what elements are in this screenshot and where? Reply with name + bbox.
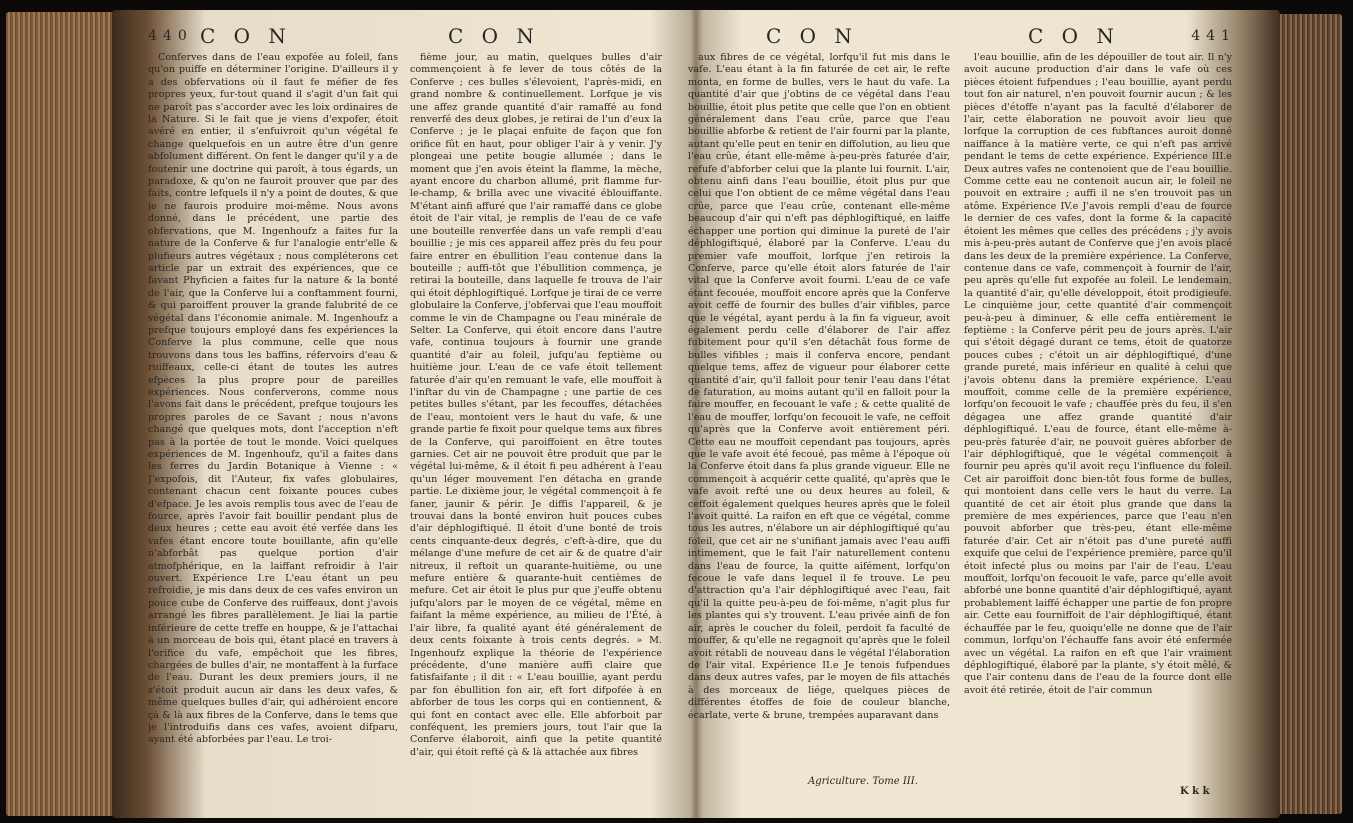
signature-mark: K k k [1180, 786, 1210, 797]
right-page [688, 24, 1236, 800]
right-page-column-1 [688, 52, 950, 792]
page-number-left: 440 [148, 28, 193, 44]
head-word-left-2: C O N [448, 24, 540, 48]
book-edge-left [6, 12, 118, 816]
running-head-left [148, 24, 668, 48]
page-number-right: 441 [1191, 28, 1236, 44]
left-page [148, 24, 668, 800]
head-word-right-2: C O N [1028, 24, 1120, 48]
footer-volume-title: Agriculture. Tome III. [808, 776, 918, 787]
left-page-column-2 [410, 52, 662, 792]
text-block: fième jour, au matin, quelques bulles d'air commençoient à fe lever de tous côtés de la Conferve ; ces bulles s'élevoient, l'après-midi, en grand nombre & continuellement. Lorfque je vis une affez grande quantité d'air ramaffé au fond renverfé des deux globes, je retirai de l'un d'eux la Conferve ; je le plaçai enfuite de façon que fon orifice fût en haut, pour obliger l'air à y venir. J'y plongeai une petite bougie allumée ; dans le moment que j'en avois éteint la flamme, la mèche, ayant encore du charbon allumé, prit flamme fur-le-champ, & brilla avec une vivacité éblouiffante. M'étant ainfi affuré que l'air ramaffé dans ce globe étoit de l'air vital, je remplis de l'eau de ce vafe une bouteille renverfée dans un vafe rempli d'eau bouillie ; je mis ces appareil affez près du feu pour faire entrer en ébullition l'eau contenue dans la bouteille ; auffi-tôt que l'ébullition commença, je retirai la bouteille, dans laquelle fe trouva de l'air qui étoit déphlogiftiqué. Lorfque je tirai de ce verre globulaire la Conferve, j'obfervai que l'eau mouffoit comme le vin de Champagne ou l'eau minérale de Selter. La Conferve, qui étoit encore dans l'autre vafe, continua toujours à fournir une grande quantité d'air au foleil, jufqu'au feptième ou huitième jour. L'eau de ce vafe étoit tellement faturée d'air qu'en remuant le vafe, elle mouffoit à l'inftar du vin de Champagne ; une partie de ces petites bulles s'étant, par les fecouffes, détachées de l'eau, montoient vers le haut du vafe, & une grande partie fe fixoit pour quelque tems aux fibres de la Conferve, qui paroiffoient en être toutes garnies. Cet air ne pouvoit être produit que par le végétal lui-même, & il étoit fi peu adhérent à l'eau qu'un léger mouvement l'en détacha en grande partie. Le dixième jour, le végétal commençoit à fe faner, jaunir & périr. Je diffis l'appareil, & je trouvai dans la bonté environ huit pouces cubes d'air déphlogiftiqué. Il étoit d'une bonté de trois cents cinquante-deux degrés, c'eft-à-dire, que du mélange d'une mefure de cet air & de quatre d'air nitreux, il reftoit un quarante-huitième, ou une mefure entière & quarante-huit centièmes de mefure. Cet air étoit le plus pur que j'euffe obtenu jufqu'alors par le moyen de ce végétal, même en faifant la même expérience, au milieu de l'Été, à l'air libre, fa qualité ayant été généralement de deux cents foixante à trois cents degrés. » M. Ingenhoufz explique la théorie de l'expérience précédente, d'une manière auffi claire que fatisfaifante ; il dit : « L'eau bouillie, ayant perdu par fon ébullition fon air, eft fort difpofée à en abforber de tous les corps qui en contiennent, & qui font en contact avec elle. Elle abforboit par conféquent, les premiers jours, tout l'air que la Conferve élaboroit, ainfi que la petite quantité d'air, qui étoit refté çà & là attachée aux fibres [410, 52, 662, 758]
book-edge-right [1278, 14, 1342, 814]
right-page-column-2 [964, 52, 1232, 792]
head-word-left-1: C O N [200, 24, 292, 48]
text-block: l'eau bouillie, afin de les dépouiller de tout air. Il n'y avoit aucune production d'air dans le vafe où ces pièces étoient fufpendues ; l'eau bouillie, ayant perdu tout fon air naturel, n'en pouvoit fournir aucun ; & les pièces d'étoffe n'ayant pas la faculté d'élaborer de l'air, cette élaboration ne pouvoit avoir lieu que lorfque la corruption de ces fubftances auroit donné naiffance à la matière verte, ce qui n'eft pas arrivé pendant le tems de cette expérience. Expérience III.e Deux autres vafes ne contenoient que de l'eau bouillie. Comme cette eau ne contenoit aucun air, le foleil ne pouvoit en extraire ; auffi il ne s'en trouvoit pas un atôme. Expérience IV.e J'avois rempli d'eau de fource le dernier de ces vafes, dont la forme & la capacité étoient les mêmes que celles des précédens ; j'y avois mis à-peu-près autant de Conferve que j'en avois placé dans les deux de la première expérience. La Conferve, contenue dans ce vafe, commençoit à fournir de l'air, peu après qu'elle fut expofée au foleil. Le lendemain, la quantité d'air, qu'elle développoit, étoit prodigieufe. Le cinquième jour, cette quantité d'air commençoit peu-à-peu à diminuer, & elle ceffa entièrement le feptième : la Conferve périt peu de jours après. L'air qui s'étoit dégagé durant ce tems, étoit de quatorze pouces cubes ; c'étoit un air déphlogiftiqué, d'une grande pureté, mais inférieur en qualité à celui que j'avois obtenu dans la première expérience. L'eau mouffoit, comme celle de la première expérience, lorfqu'on fecouoit le vafe ; chauffée près du feu, il s'en dégagea une affez grande quantité d'air déphlogiftiqué. L'eau de fource, étant elle-même à-peu-près faturée d'air, ne pouvoit guères abforber de l'air déphlogiftiqué, que le végétal commençoit à fournir peu après qu'il avoit reçu l'influence du foleil. Cet air paroiffoit donc bien-tôt fous forme de bulles, qui montoient dans celle vers le haut du verre. La quantité de cet air étoit plus grande que dans la première de mes expériences, parce que l'eau n'en pouvoit abforber que très-peu, étant elle-même faturée d'air. Cet air n'étoit pas d'une pureté auffi exquife que celui de l'expérience première, parce qu'il étoit infecté plus ou moins par l'air de l'eau. L'eau mouffoit, lorfqu'on fecouoit le vafe, parce qu'elle avoit abforbé une bonne quantité d'air déphlogiftiqué, ayant probablement laiffé échapper une partie de fon propre air. Cette eau fourniffoit de l'air déphlogiftiqué, étant échauffée par le feu, quoiqu'elle ne donne que de l'air commun, lorfqu'on l'échauffe fans avoir été enfermée avec un végétal. La raifon en eft que l'air vraiment déphlogiftiqué, élaboré par la plante, s'y étoit mêlé, & que l'air contenu dans de l'eau de la fource dont elle avoit été retirée, étoit de l'air commun [964, 52, 1232, 696]
left-page-column-1 [148, 52, 398, 792]
running-head-right [688, 24, 1236, 48]
text-block: aux fibres de ce végétal, lorfqu'il fut mis dans le vafe. L'eau étant à la fin faturée de cet air, le refte monta, en forme de bulles, vers le haut du vafe. La quantité d'air que j'obtins de ce végétal dans l'eau bouillie, étoit plus petite que celle que l'on en obtient généralement dans l'eau crûe, parce que l'eau bouillie abforbe & retient de l'air fourni par la plante, autant qu'elle peut en tenir en diffolution, au lieu que l'eau crûe, étant elle-même à-peu-près faturée d'air, refufe d'abforber celui que la plante lui fournit. L'air, obtenu ainfi dans l'eau bouillie, étoit plus pur que celui que l'on obtient de ce même végétal dans l'eau crûe, parce que l'eau crûe, contenant elle-même beaucoup d'air qui n'eft pas déphlogiftiqué, en laiffe échapper une portion qui diminue la pureté de l'air déphlogiftiqué, élaboré par la Conferve. L'eau du premier vafe mouffoit, lorfque j'en retirois la Conferve, parce qu'elle étoit alors faturée de l'air vital que la Conferve avoit fourni. L'eau de ce vafe étant fecouée, mouffoit encore après que la Conferve avoit ceffé de fournir des bulles d'air vifibles, parce que le végétal, ayant perdu à la fin fa vigueur, avoit également perdu celle d'élaborer de l'air affez fubitement pour qu'il s'en détachât fous forme de bulles vifibles ; mais il conferva encore, pendant quelque tems, affez de vigueur pour élaborer cette quantité d'air, qu'il falloit pour tenir l'eau dans l'état de faturation, au moins autant qu'il en falloit pour la faire mouffer, en fecouant le vafe ; & cette qualité de l'eau de mouffer, lorfqu'on fecouoit le vafe, ne ceffoit qu'après que la Conferve avoit entièrement péri. Cette eau ne mouffoit cependant pas toujours, après que le vafe avoit été fecoué, pas même à l'époque où la Conferve étoit dans fa plus grande vigueur. Elle ne commençoit à acquérir cette qualité, qu'après que le vafe avoit refté une ou deux heures au foleil, & ceffoit également quelques heures après que le foleil l'avoit quitté. La raifon en eft que ce végétal, comme tous les autres, n'élabore un air déphlogiftiqué qu'au foleil, que cet air ne s'unifiant jamais avec l'eau auffi intimement, que le fait l'air naturellement contenu dans l'eau de fource, la quitte aifément, lorfqu'on fecoue le vafe dans lequel il fe trouve. Le peu d'attraction qu'a l'air déphlogiftiqué avec l'eau, fait qu'il la quitte peu-à-peu de foi-même, n'agit plus fur les plantes qui s'y trouvent. L'eau privée ainfi de fon air, après le coucher du foleil, perdoit fa faculté de mouffer, & qu'elle ne regagnoit qu'après que le foleil avoit rétabli de nouveau dans le végétal l'élaboration de l'air vital. Expérience II.e Je tenois fufpendues dans deux autres vafes, par le moyen de fils attachés à des morceaux de liége, quelques pièces de différentes étoffes de foie de couleur blanche, écarlate, verte & brune, trempées auparavant dans [688, 52, 950, 721]
text-block: Conferves dans de l'eau expofée au foleil, fans qu'on puiffe en déterminer l'origine. D'ailleurs il y a des obfervations où il faut fe méfier de fes propres yeux, fur-tout quand il s'agit d'un fait qui ne paroît pas s'accorder avec les loix ordinaires de la Nature. Si le fait que je viens d'expofer, étoit avéré en entier, il s'enfuivroit qu'un végétal fe change quelquefois en un autre être d'un genre abfolument différent. On fent le danger qu'il y a de foutenir une doctrine qui paroît, à tous égards, un paradoxe, & qu'on ne fauroit prouver que par des faits, contre lefquels il n'y a point de doutes, & que je ne faurois produire moi-même. Nous avons donné, dans le précédent, une partie des obfervations, que M. Ingenhoufz a faites fur la nature de la Conferve & fur l'analogie entr'elle & plufieurs autres végétaux ; nous compléterons cet article par un extrait des expériences, que ce favant Phyficien a faites fur la nature & la bonté de l'air, que la Conferve lui a conftamment fourni, & qui paroiffent prouver la grande falubrité de ce végétal dans l'économie animale. M. Ingenhoufz a prefque toujours employé dans fes expériences la Conferve la plus commune, celle que nous trouvons dans tous les baffins, réfervoirs d'eau & ruiffeaux, celle-ci étant de toutes les autres efpèces la plus propre pour de pareilles expériences. Nous conferverons, comme nous l'avons fait dans le précédent, prefque toujours les propres paroles de ce Savant ; nous n'avons changé que quelques mots, dont l'acception n'eft pas à la portée de tout le monde. Voici quelques expériences de M. Ingenhoufz, qu'il a faites dans les ferres du Jardin Botanique à Vienne : « J'expofois, dit l'Auteur, fix vafes globulaires, contenant chacun cent foixante pouces cubes d'efpace. Je les avois remplis tous avec de l'eau de fource, après l'avoir fait bouillir pendant plus de deux heures ; cette eau avoit été verfée dans les vafes étant encore toute bouillante, afin qu'elle n'abforbât pas quelque portion d'air atmofphérique, en la laiffant refroidir à l'air ouvert. Expérience I.re L'eau étant un peu refroidie, je mis dans deux de ces vafes environ un pouce cube de Conferve des ruiffeaux, dont j'avois arrangé les fibres parallèlement. Je liai la partie inférieure de cette treffe en houppe, & je l'attachai à un morceau de bois qui, étant placé en travers à l'orifice du vafe, empêchoit que les fibres, chargées de bulles d'air, ne montaffent à la furface de l'eau. Durant les deux premiers jours, il ne s'étoit produit aucun air dans les deux vafes, & même quelques bulles d'air, qui adhéroient encore çà & là aux fibres de la Conferve, dans le tems que je l'introduifis dans ces vafes, avoient difparu, ayant été abforbées par l'eau. Le troi- [148, 52, 398, 746]
head-word-right-1: C O N [766, 24, 858, 48]
